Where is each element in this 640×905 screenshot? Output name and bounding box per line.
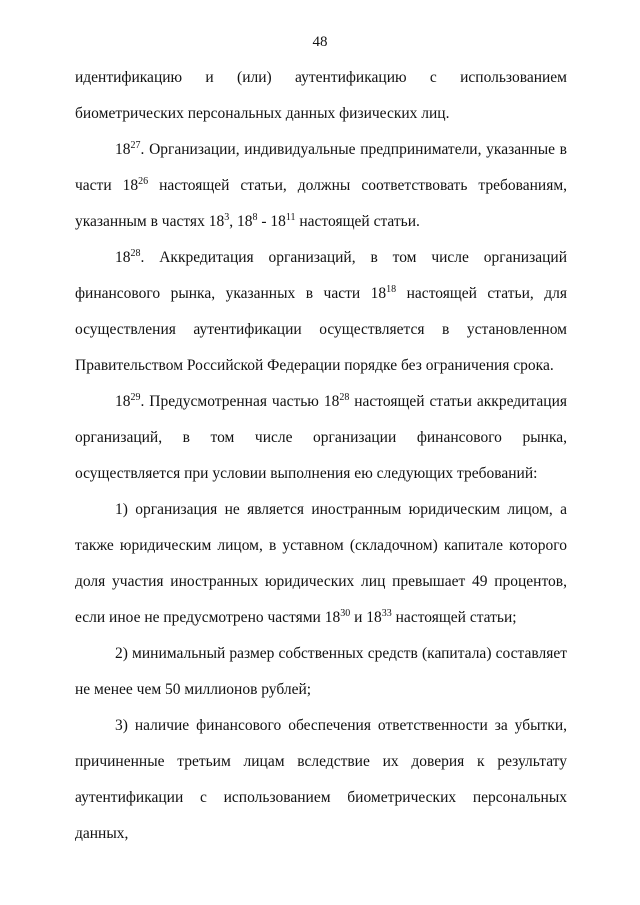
paragraph-text: настоящей статьи аккредитация организаций, в том числе организации финансового рынка, осуществляется при условии выполнения ею следующих требований: [75, 393, 567, 482]
superscript-index: 28 [339, 392, 350, 403]
superscript-index: 11 [285, 212, 296, 223]
superscript-index: 3 [224, 212, 230, 223]
paragraph-p3 [75, 384, 567, 492]
paragraph-p5 [75, 636, 567, 708]
paragraph-p0 [75, 60, 567, 132]
paragraph-text: - 18 [257, 213, 286, 230]
superscript-index: 28 [130, 248, 141, 259]
paragraph-text: 18 [115, 141, 131, 158]
paragraph-text: . Аккредитация организаций, в том числе организаций финансового рынка, указанных в части 18 [75, 249, 567, 302]
paragraph-text: 1) организация не является иностранным юридическим лицом, а также юридическим лицом, в уставном (складочном) капитале которого доля участия иностранных юридических лиц превышает 49 процентов, если иное не предусмотрено частями 18 [75, 501, 567, 626]
paragraph-text: настоящей статьи, для осуществления аутентификации осуществляется в установленном Правительством Российской Федерации порядке без ограничения срока. [75, 285, 567, 374]
paragraph-p4 [75, 492, 567, 636]
superscript-index: 27 [130, 140, 141, 151]
paragraph-text: настоящей статьи. [295, 213, 420, 230]
superscript-index: 33 [381, 608, 392, 619]
paragraph-text: 18 [115, 393, 131, 410]
paragraph-p2 [75, 240, 567, 384]
superscript-index: 30 [340, 608, 351, 619]
paragraph-text: и 18 [350, 609, 382, 626]
paragraph-p6 [75, 708, 567, 852]
paragraph-text: настоящей статьи; [391, 609, 517, 626]
paragraph-text: 2) минимальный размер собственных средств (капитала) составляет не менее чем 50 миллионов рублей; [75, 645, 567, 698]
paragraph-text: , 18 [229, 213, 253, 230]
superscript-index: 8 [252, 212, 258, 223]
paragraph-text: идентификацию и (или) аутентификацию с использованием биометрических персональных данных физических лиц. [75, 69, 567, 122]
page-number: 48 [312, 34, 328, 50]
paragraph-text: . Предусмотренная частью 18 [140, 393, 340, 410]
paragraph-text: 18 [115, 249, 131, 266]
superscript-index: 18 [386, 284, 397, 295]
paragraph-text: настоящей статьи, должны соответствовать требованиям, указанным в частях 18 [75, 177, 568, 230]
superscript-index: 26 [138, 176, 149, 187]
superscript-index: 29 [130, 392, 141, 403]
paragraph-p1 [75, 132, 567, 240]
paragraph-text: . Организации, индивидуальные предприниматели, указанные в части 18 [75, 141, 567, 194]
paragraph-text: 3) наличие финансового обеспечения ответственности за убытки, причиненные третьим лицам вследствие их доверия к результату аутентификации с использованием биометрических персональных данных, [75, 717, 567, 842]
document-body [75, 60, 567, 852]
